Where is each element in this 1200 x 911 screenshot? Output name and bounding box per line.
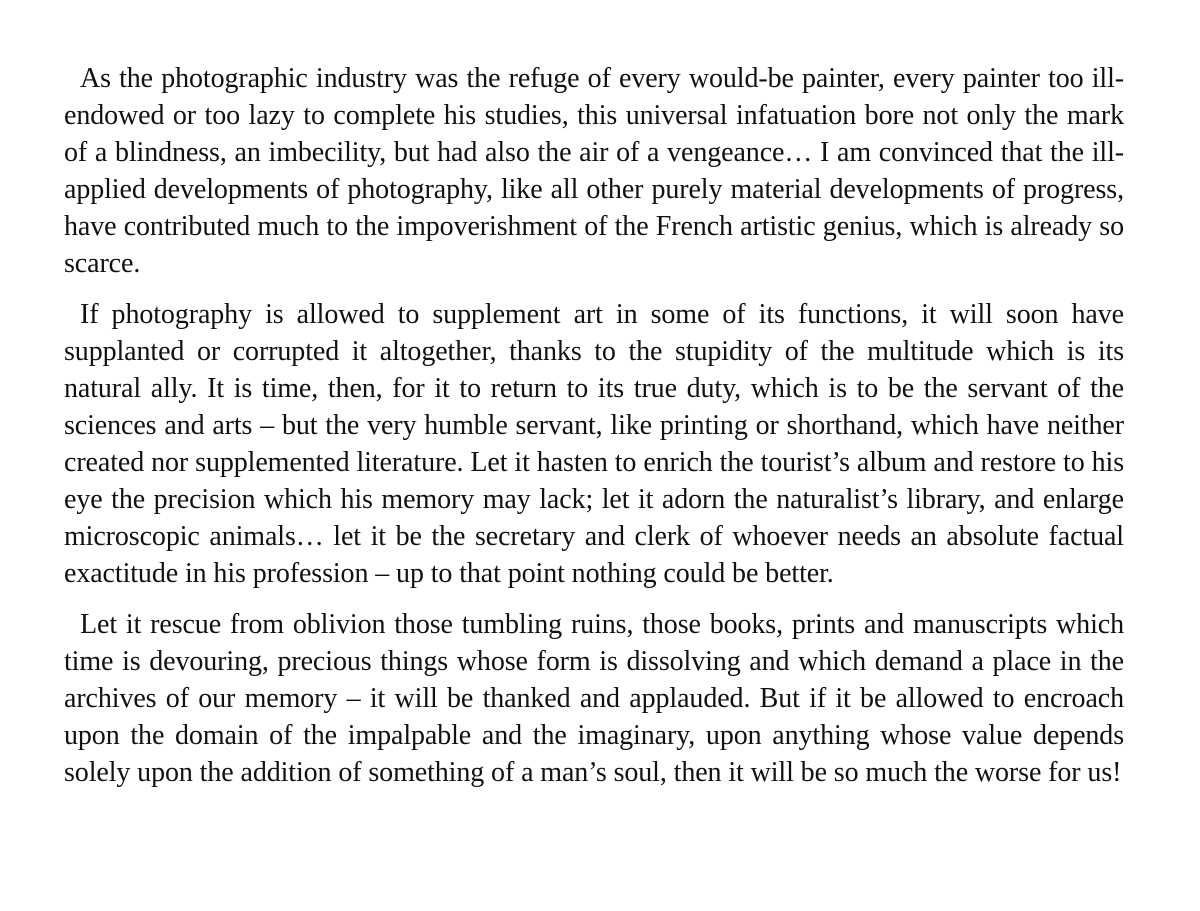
paragraph-1: As the photographic industry was the refuge of every would-be painter, every painter too ill-endowed or too lazy to complete his studies, this universal infatuation bore not only the mark of a blindness, an imbecility, but had also the air of a vengeance… I am convinced that the ill-applied developments of photography, like all other purely material developments of progress, have contributed much to the impoverishment of the French artistic genius, which is already so scarce. (64, 63, 1124, 279)
paragraph-3: Let it rescue from oblivion those tumbling ruins, those books, prints and manuscripts which time is devouring, precious things whose form is dissolving and which demand a place in the archives of our memory – it will be thanked and applauded. But if it be allowed to encroach upon the domain of the impalpable and the imaginary, upon anything whose value depends solely upon the addition of something of a man’s soul, then it will be so much the worse for us! (64, 609, 1124, 788)
document-page (64, 60, 1124, 805)
paragraph-2: If photography is allowed to supplement art in some of its functions, it will soon have supplanted or corrupted it altogether, thanks to the stupidity of the multitude which is its natural ally. It is time, then, for it to return to its true duty, which is to be the servant of the sciences and arts – but the very humble servant, like printing or shorthand, which have neither created nor supplemented literature. Let it hasten to enrich the tourist’s album and restore to his eye the precision which his memory may lack; let it adorn the naturalist’s library, and enlarge microscopic animals… let it be the secretary and clerk of whoever needs an absolute factual exactitude in his profession – up to that point nothing could be better. (64, 299, 1124, 589)
